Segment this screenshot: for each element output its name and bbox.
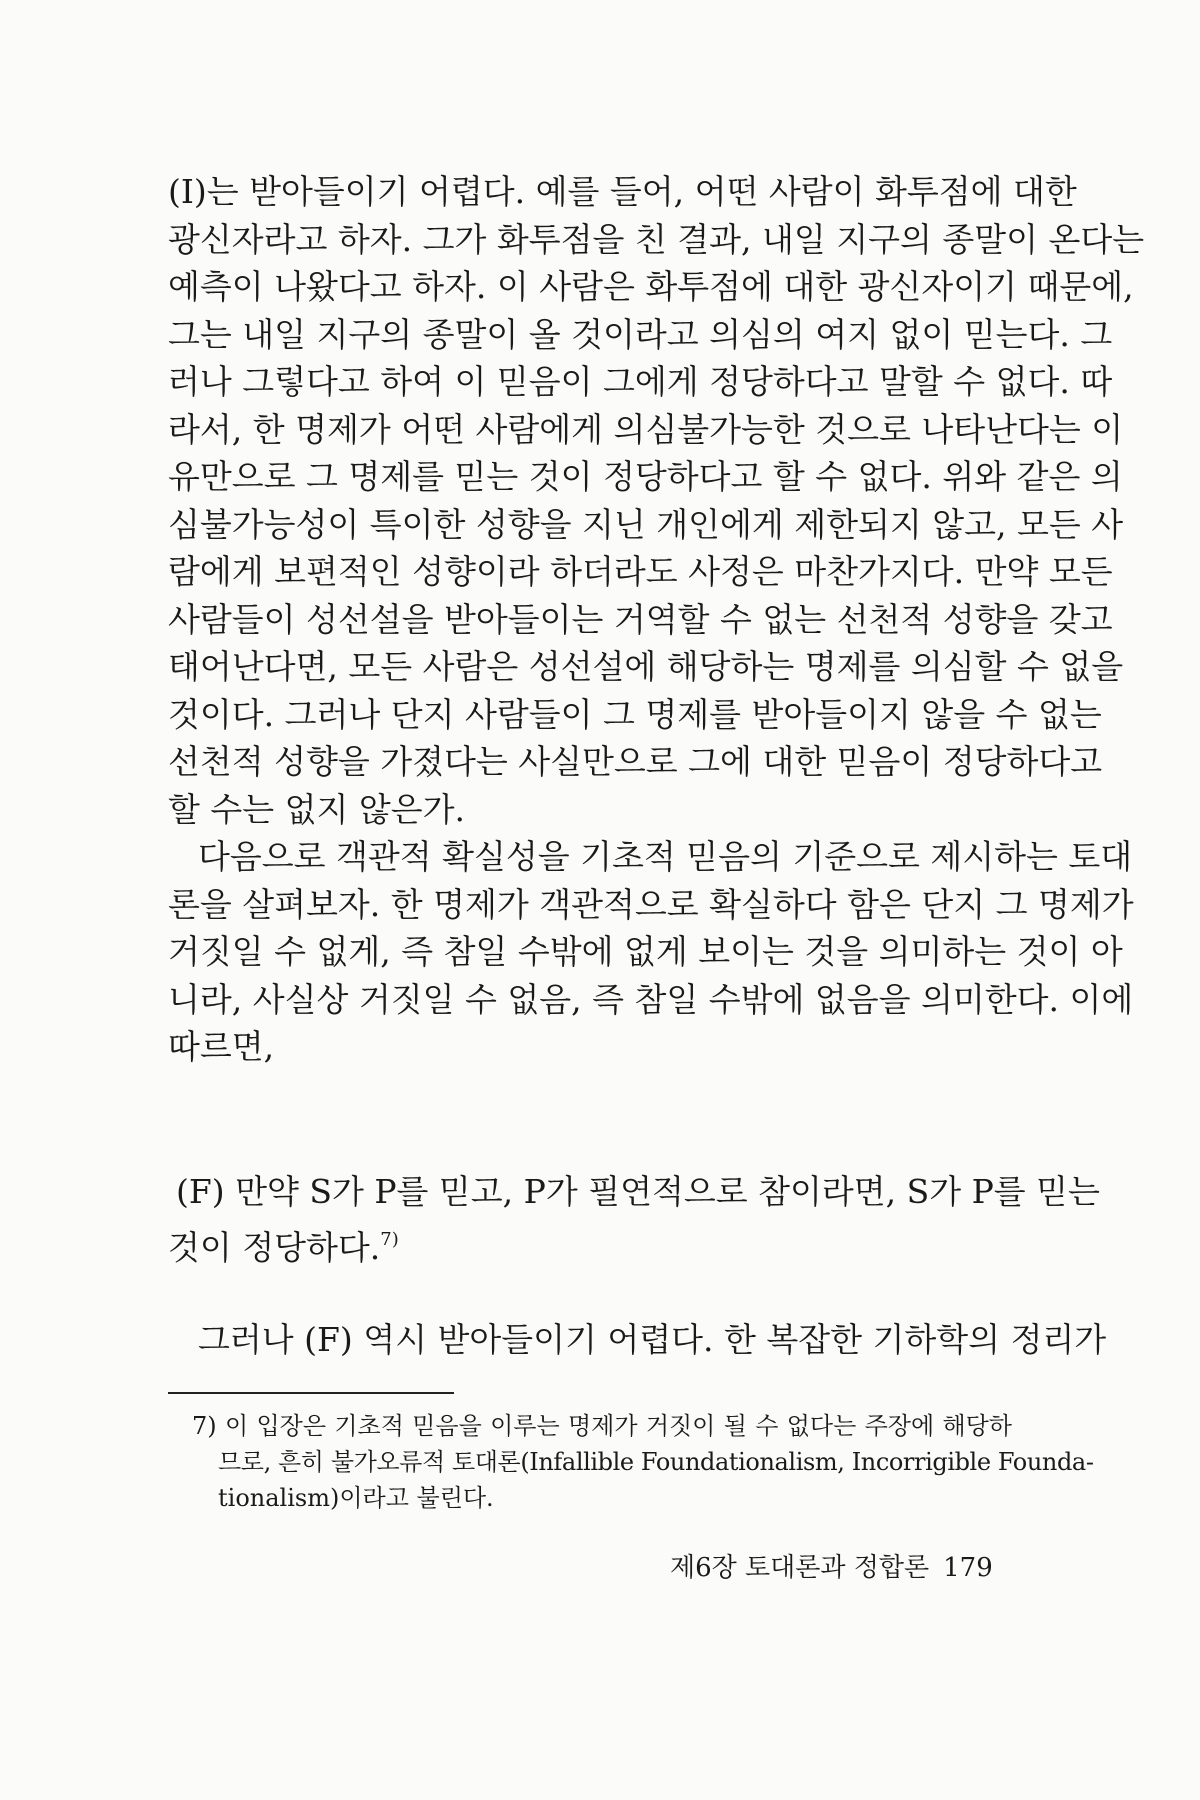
body-line-11: 태어난다면, 모든 사람은 성선설에 해당하는 명제를 의심할 수 없을 bbox=[168, 647, 1124, 686]
principle-f bbox=[168, 1168, 1100, 1271]
body-line-7: 유만으로 그 명제를 믿는 것이 정당하다고 할 수 없다. 위와 같은 의 bbox=[168, 457, 1123, 496]
principle-f-line-1: (F) 만약 S가 P를 믿고, P가 필연적으로 참이라면, S가 P를 믿는 bbox=[176, 1172, 1100, 1211]
chapter-title: 제6장 토대론과 정합론 bbox=[670, 1553, 930, 1583]
body-line-15: 다음으로 객관적 확실성을 기초적 믿음의 기준으로 제시하는 토대 bbox=[198, 837, 1133, 876]
body-line-16: 론을 살펴보자. 한 명제가 객관적으로 확실하다 함은 단지 그 명제가 bbox=[168, 884, 1134, 924]
principle-f-line-2-wrap bbox=[168, 1216, 1016, 1272]
body-line-12: 것이다. 그러나 단지 사람들이 그 명제를 받아들이지 않을 수 없는 bbox=[168, 694, 1102, 734]
body-line-4: 그는 내일 지구의 종말이 올 것이라고 의심의 여지 없이 믿는다. 그 bbox=[168, 314, 1113, 354]
principle-f-line-2: 것이 정당하다. bbox=[168, 1227, 381, 1267]
body-line-13: 선천적 성향을 가졌다는 사실만으로 그에 대한 믿음이 정당하다고 bbox=[168, 742, 1103, 781]
body-line-6: 라서, 한 명제가 어떤 사람에게 의심불가능한 것으로 나타난다는 이 bbox=[168, 409, 1124, 449]
body-line-19: 따르면, bbox=[168, 1027, 275, 1066]
body-text bbox=[168, 168, 1145, 1071]
body-line-18: 니라, 사실상 거짓일 수 없음, 즉 참일 수밖에 없음을 의미한다. 이에 bbox=[168, 979, 1134, 1019]
page-number: 179 bbox=[943, 1553, 993, 1583]
body-line-8: 심불가능성이 특이한 성향을 지닌 개인에게 제한되지 않고, 모든 사 bbox=[168, 504, 1124, 544]
footnote-divider bbox=[168, 1392, 454, 1394]
footnote-line-2: 므로, 흔히 불가오류적 토대론(Infallible Foundationalism, Incorrigible Founda- bbox=[218, 1448, 1094, 1476]
body-line-5: 러나 그렇다고 하여 이 믿음이 그에게 정당하다고 말할 수 없다. 따 bbox=[168, 362, 1113, 401]
body-line-1: (I)는 받아들이기 어렵다. 예를 들어, 어떤 사람이 화투점에 대한 bbox=[168, 172, 1077, 211]
body-line-10: 사람들이 성선설을 받아들이는 거역할 수 없는 선천적 성향을 갖고 bbox=[168, 599, 1113, 639]
body-line-2: 광신자라고 하자. 그가 화투점을 친 결과, 내일 지구의 종말이 온다는 bbox=[168, 219, 1145, 259]
body-line-14: 할 수는 없지 않은가. bbox=[168, 789, 465, 829]
footnote-reference: 7) bbox=[380, 1228, 399, 1250]
footnote bbox=[192, 1408, 1094, 1516]
running-footer bbox=[670, 1552, 993, 1584]
footnote-line-1: 7) 이 입장은 기초적 믿음을 이루는 명제가 거짓이 될 수 없다는 주장에 해당하 bbox=[192, 1412, 1012, 1440]
body-line-9: 람에게 보편적인 성향이라 하더라도 사정은 마찬가지다. 만약 모든 bbox=[168, 552, 1113, 591]
continuation-paragraph bbox=[168, 1316, 1107, 1364]
body-line-17: 거짓일 수 없게, 즉 참일 수밖에 없게 보이는 것을 의미하는 것이 아 bbox=[168, 932, 1123, 971]
continuation-line: 그러나 (F) 역시 받아들이기 어렵다. 한 복잡한 기하학의 정리가 bbox=[198, 1320, 1107, 1359]
footnote-line-3: tionalism)이라고 불린다. bbox=[218, 1484, 494, 1512]
body-line-3: 예측이 나왔다고 하자. 이 사람은 화투점에 대한 광신자이기 때문에, bbox=[168, 267, 1134, 306]
